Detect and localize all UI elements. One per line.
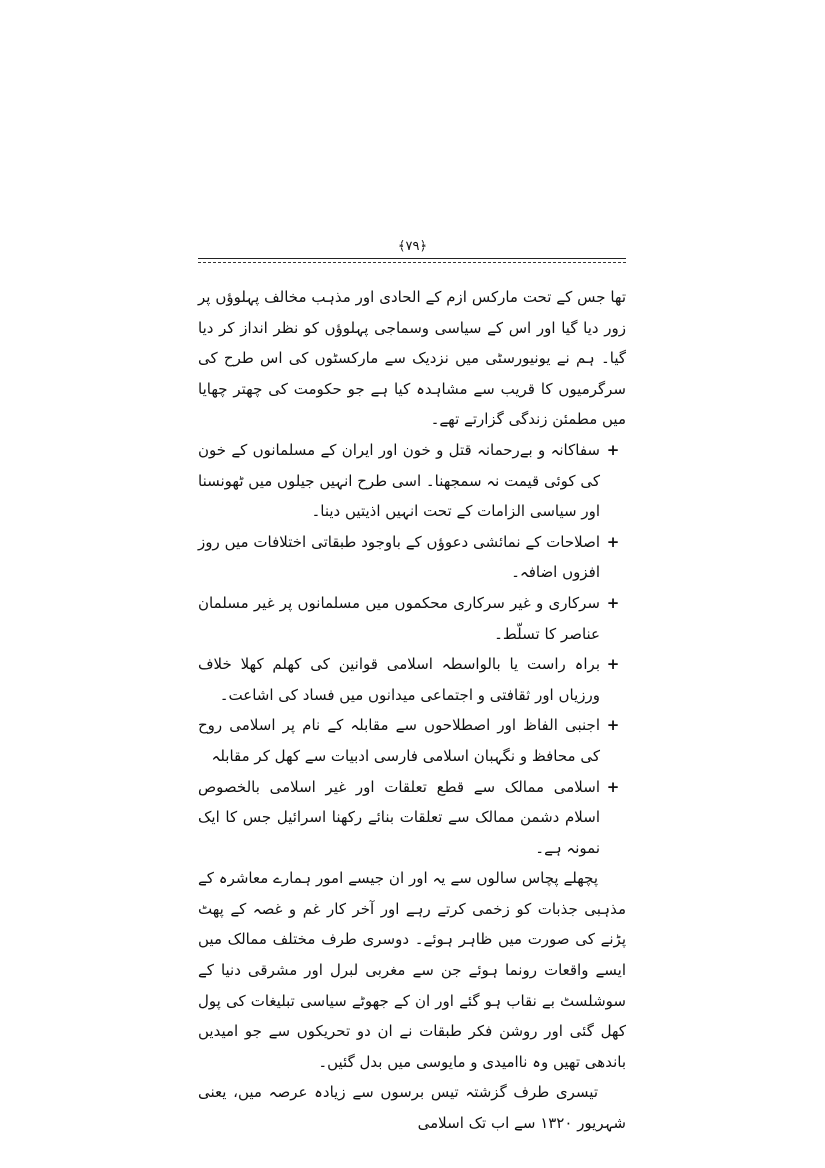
bullet-text: سفاکانہ و بےرحمانہ قتل و خون اور ایران کے مسلمانوں کے خون کی کوئی قیمت نہ سمجھنا۔ اسی طرح انہیں جیلوں میں ٹھونسنا اور سیاسی الزامات کے تحت انہیں اذیتیں دینا۔: [198, 440, 600, 521]
bullet-text: اجنبی الفاظ اور اصطلاحوں سے مقابلہ کے نام پر اسلامی روح کی محافظ و نگہبان اسلامی فارسی ادبیات سے کھل کر مقابلہ: [198, 716, 600, 765]
bullet-plus-icon: +: [606, 716, 620, 735]
bullet-plus-icon: +: [606, 777, 620, 796]
bullet-item: [198, 710, 626, 771]
header-dashed-rule: [198, 262, 626, 263]
bullet-plus-icon: +: [606, 655, 620, 674]
intro-paragraph: تھا جس کے تحت مارکس ازم کے الحادی اور مذہب مخالف پہلوؤں پر زور دیا گیا اور اس کے سیاسی وسماجی پہلوؤں کو نظر انداز کر دیا گیا۔ ہم نے یونیورسٹی میں نزدیک سے مارکسٹوں کی اس طرح کی سرگرمیوں کا قریب سے مشاہدہ کیا ہے جو حکومت کی چھتر چھایا میں مطمئن زندگی گزارتے تھے۔: [198, 288, 626, 429]
header-rule: [198, 258, 626, 259]
bullet-text: براہ راست یا بالواسطہ اسلامی قوانین کی کھلم کھلا خلاف ورزیاں اور ثقافتی و اجتماعی میدانوں میں فساد کی اشاعت۔: [198, 655, 600, 704]
bullet-item: [198, 527, 626, 588]
bullet-plus-icon: +: [606, 440, 620, 459]
bullet-item: [198, 588, 626, 649]
bullet-plus-icon: +: [606, 593, 620, 612]
text-body: [198, 282, 626, 1139]
bullet-item: [198, 772, 626, 864]
body-paragraph: تیسری طرف گزشتہ تیس برسوں سے زیادہ عرصہ میں، یعنی شہریور ۱۳۲۰ سے اب تک اسلامی: [198, 1083, 626, 1133]
bullet-item: [198, 435, 626, 527]
bullet-text: اصلاحات کے نمائشی دعوؤں کے باوجود طبقاتی اختلافات میں روز افزوں اضافہ۔: [198, 532, 600, 582]
page-number: ﴿۷۹﴾: [397, 239, 428, 254]
bullet-item: [198, 649, 626, 710]
bullet-text: اسلامی ممالک سے قطع تعلقات اور غیر اسلامی بالخصوص اسلام دشمن ممالک سے تعلقات بنائے رکھنا اسرائیل جس کا ایک نمونہ ہے۔: [198, 777, 600, 857]
bullet-text: سرکاری و غیر سرکاری محکموں میں مسلمانوں پر غیر مسلمان عناصر کا تسلّط۔: [198, 593, 600, 643]
bullet-plus-icon: +: [606, 532, 620, 551]
body-paragraph: پچھلے پچاس سالوں سے یہ اور ان جیسے امور ہمارے معاشرہ کے مذہبی جذبات کو زخمی کرتے رہے اور آخر کار غم و غصہ کے پھٹ پڑنے کی صورت میں ظاہر ہوئے۔ دوسری طرف مختلف ممالک میں ایسے واقعات رونما ہوئے جن سے مغربی لبرل اور مشرقی دنیا کے سوشلسٹ بے نقاب ہو گئے اور ان کے جھوٹے سیاسی تبلیغات کی پول کھل گئی اور روشن فکر طبقات نے ان دو تحریکوں سے جو امیدیں باندھی تھیں وہ ناامیدی و مایوسی میں بدل گئیں۔: [198, 869, 626, 1071]
